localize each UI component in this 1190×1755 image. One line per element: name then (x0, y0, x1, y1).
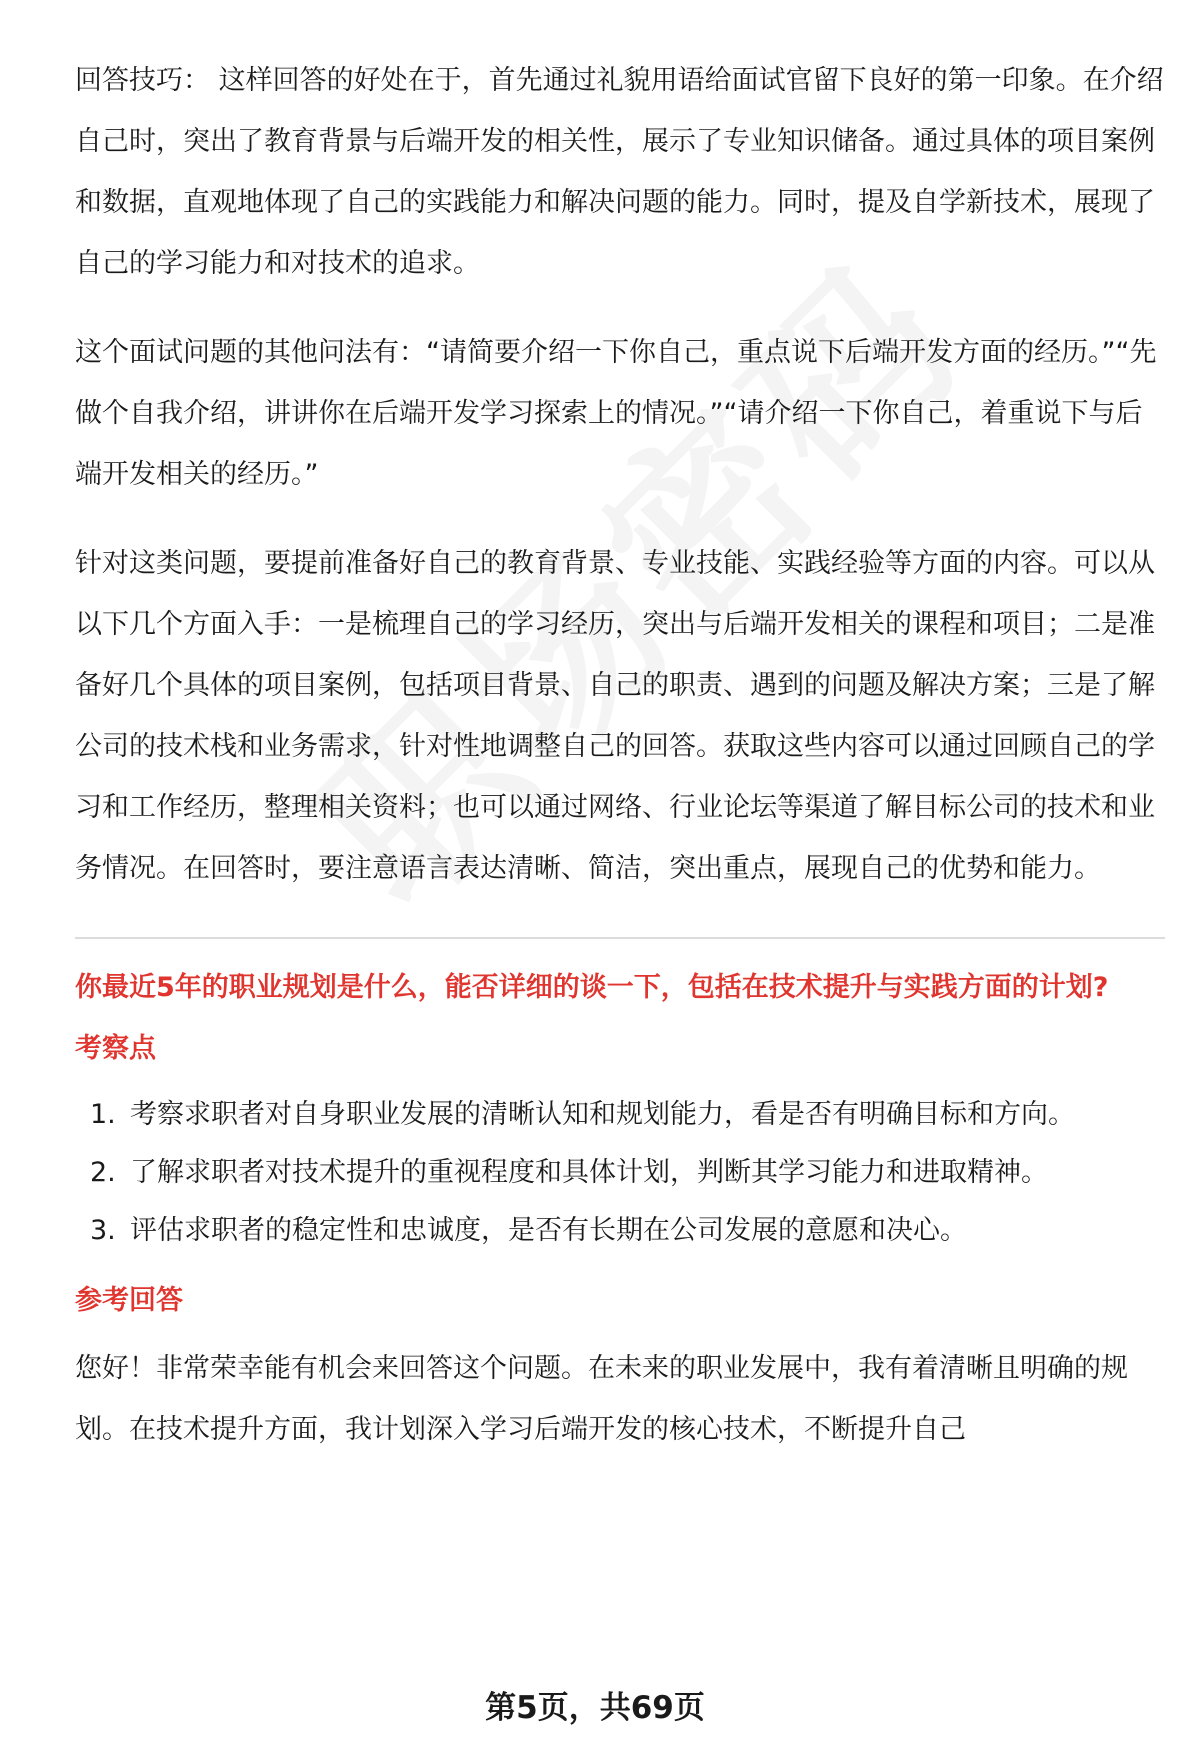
list-number: 1. (90, 1099, 116, 1130)
alternate-questions-paragraph: 这个面试问题的其他问法有：“请简要介绍一下你自己，重点说下后端开发方面的经历。”“先做个自我介绍，讲讲你在后端开发学习探索上的情况。”“请介绍一下你自己，着重说下与后端开发相关的经历。” (75, 337, 1157, 490)
exam-points-heading: 考察点 (75, 1033, 156, 1064)
list-item (75, 1086, 1165, 1144)
exam-points-list (75, 1086, 1165, 1260)
list-item-text: 了解求职者对技术提升的重视程度和具体计划，判断其学习能力和进取精神。 (130, 1157, 1048, 1188)
list-item (75, 1202, 1165, 1260)
list-item-text: 考察求职者对自身职业发展的清晰认知和规划能力，看是否有明确目标和方向。 (130, 1099, 1075, 1130)
question-title: 你最近5年的职业规划是什么，能否详细的谈一下，包括在技术提升与实践方面的计划? (75, 972, 1109, 1003)
list-item (75, 1144, 1165, 1202)
reference-answer-paragraph: 您好！非常荣幸能有机会来回答这个问题。在未来的职业发展中，我有着清晰且明确的规划。在技术提升方面，我计划深入学习后端开发的核心技术，不断提升自己 (75, 1353, 1128, 1445)
reference-answer-heading: 参考回答 (75, 1285, 183, 1316)
section-divider (75, 937, 1165, 939)
page-number-footer: 第5页，共69页 (485, 1690, 705, 1726)
answer-tips-paragraph: 回答技巧： 这样回答的好处在于，首先通过礼貌用语给面试官留下良好的第一印象。在介绍自己时，突出了教育背景与后端开发的相关性，展示了专业知识储备。通过具体的项目案例和数据，直观地体现了自己的实践能力和解决问题的能力。同时，提及自学新技术，展现了自己的学习能力和对技术的追求。 (75, 65, 1164, 279)
list-number: 3. (90, 1215, 116, 1246)
preparation-advice-paragraph: 针对这类问题，要提前准备好自己的教育背景、专业技能、实践经验等方面的内容。可以从以下几个方面入手：一是梳理自己的学习经历，突出与后端开发相关的课程和项目；二是准备好几个具体的项目案例，包括项目背景、自己的职责、遇到的问题及解决方案；三是了解公司的技术栈和业务需求，针对性地调整自己的回答。获取这些内容可以通过回顾自己的学习和工作经历，整理相关资料；也可以通过网络、行业论坛等渠道了解目标公司的技术和业务情况。在回答时，要注意语言表达清晰、简洁，突出重点，展现自己的优势和能力。 (75, 548, 1155, 884)
list-item-text: 评估求职者的稳定性和忠诚度，是否有长期在公司发展的意愿和决心。 (130, 1215, 967, 1246)
list-number: 2. (90, 1157, 116, 1188)
document-page (75, 50, 1165, 1460)
